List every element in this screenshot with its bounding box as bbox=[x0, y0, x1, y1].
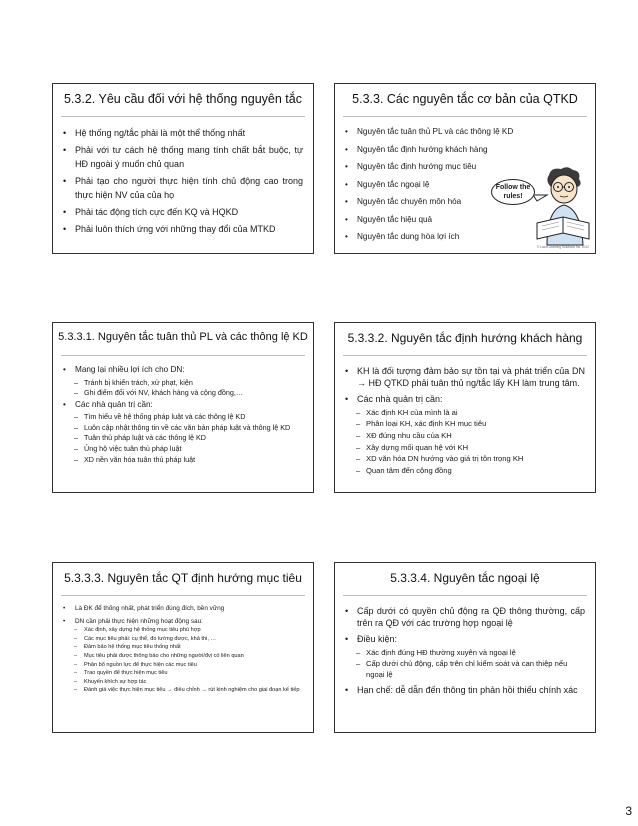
sub-bullet: – Xác định đúng HĐ thường xuyên và ngoại lệ bbox=[345, 648, 585, 659]
title-divider bbox=[343, 595, 587, 596]
bullet: • Nguyên tắc chuyên môn hóa bbox=[345, 197, 585, 208]
bullet: • Phải với tư cách hệ thống mang tính chất bắt buộc, tự HĐ ngoài ý muốn chủ quan bbox=[63, 143, 303, 171]
bullet: • DN cần phải thực hiện những hoạt động sau: bbox=[63, 618, 303, 627]
bullet: • Cấp dưới có quyền chủ động ra QĐ thông thường, cấp trên ra QĐ với các trường hợp ngoại lệ bbox=[345, 605, 585, 630]
sub-bullet: – XD văn hóa DN hướng vào giá trị tôn trọng KH bbox=[345, 454, 585, 465]
title-divider bbox=[343, 116, 587, 117]
sub-bullet: – Tìm hiểu về hệ thống pháp luật và các thông lệ KD bbox=[63, 412, 303, 422]
slide-body bbox=[345, 365, 585, 477]
bullet: • Nguyên tắc dung hòa lợi ích bbox=[345, 232, 585, 243]
slide-body bbox=[63, 365, 303, 465]
sub-bullet: – Xây dựng mối quan hệ với KH bbox=[345, 443, 585, 454]
slide-title: 5.3.3. Các nguyên tắc cơ bản của QTKD bbox=[352, 92, 578, 106]
sub-bullet: – Đảm bảo hệ thống mục tiêu thống nhất bbox=[63, 644, 303, 652]
sub-bullet: – Ủng hộ việc tuân thủ pháp luật bbox=[63, 444, 303, 454]
slide-title: 5.3.3.4. Nguyên tắc ngoại lệ bbox=[390, 571, 540, 585]
reader-cartoon-icon bbox=[471, 165, 591, 249]
speech-bubble: Follow the rules! bbox=[491, 179, 535, 205]
title-divider bbox=[343, 355, 587, 356]
slide-legal-compliance bbox=[52, 322, 314, 493]
sub-bullet: – Các mục tiêu phải: cụ thể, đo lường được, khả thi, … bbox=[63, 636, 303, 644]
bullet: • Các nhà quản trị cần: bbox=[345, 393, 585, 405]
bullet: • Hệ thống ng/tắc phải là một thể thống nhất bbox=[63, 126, 303, 140]
bullet: • Hạn chế: dễ dẫn đến thông tin phản hồi thiếu chính xác bbox=[345, 684, 585, 696]
bullet: • Là ĐK để thống nhất, phát triển đúng đích, bền vững bbox=[63, 605, 303, 614]
sub-bullet: – Xác định, xây dựng hệ thống mục tiêu phù hợp bbox=[63, 627, 303, 635]
page-number: 3 bbox=[625, 804, 632, 818]
slide-customer-orientation bbox=[334, 322, 596, 493]
slide-title: 5.3.2. Yêu cầu đối với hệ thống nguyên tắc bbox=[63, 92, 302, 106]
sub-bullet: – Phân loại KH, xác định KH mục tiêu bbox=[345, 419, 585, 430]
bullet: • Phải tạo cho người thực hiện tính chủ động cao trong thực hiện NV của của họ bbox=[63, 174, 303, 202]
slide-requirements bbox=[52, 83, 314, 254]
title-divider bbox=[61, 116, 305, 117]
slide-exception-principle bbox=[334, 562, 596, 733]
sub-bullet: – Luôn cập nhật thông tin về các văn bản pháp luật và thông lệ KD bbox=[63, 423, 303, 433]
bullet: • Phải luôn thích ứng với những thay đổi của MTKD bbox=[63, 222, 303, 236]
bullet: • Nguyên tắc tuân thủ PL và các thông lệ KD bbox=[345, 127, 585, 138]
follow-rules-sticker bbox=[471, 165, 591, 249]
bullet: • Nguyên tắc định hướng khách hàng bbox=[345, 145, 585, 156]
sub-bullet: – XĐ đúng nhu cầu của KH bbox=[345, 431, 585, 442]
sub-bullet: – Tuân thủ pháp luật và các thông lệ KD bbox=[63, 433, 303, 443]
bullet: • Các nhà quản trị cần: bbox=[63, 400, 303, 411]
sub-bullet: – Ghi điểm đối với NV, khách hàng và cộng đồng,… bbox=[63, 388, 303, 398]
sub-bullet: – XD nền văn hóa tuân thủ pháp luật bbox=[63, 455, 303, 465]
bullet: • Nguyên tắc ngoại lệ bbox=[345, 180, 585, 191]
bullet: • Mang lại nhiều lợi ích cho DN: bbox=[63, 365, 303, 376]
title-divider bbox=[61, 355, 305, 356]
sub-bullet: – Khuyến khích sự hợp tác bbox=[63, 679, 303, 687]
sub-bullet: – Tránh bị khiển trách, xử phạt, kiện bbox=[63, 378, 303, 388]
sub-bullet: – Trao quyền để thực hiện mục tiêu bbox=[63, 670, 303, 678]
bullet: • KH là đối tượng đảm bảo sự tồn tại và phát triển của DN → HĐ QTKD phải tuân thủ ng/tắc lấy KH làm trung tâm. bbox=[345, 365, 585, 390]
bullet: • Phải tác động tích cực đến KQ và HQKD bbox=[63, 205, 303, 219]
sub-bullet: – Quan tâm đến cộng đồng bbox=[345, 466, 585, 477]
bullet: • Nguyên tắc hiệu quả bbox=[345, 215, 585, 226]
slide-title: 5.3.3.3. Nguyên tắc QT định hướng mục tiêu bbox=[64, 571, 302, 585]
slide-body bbox=[345, 605, 585, 699]
sub-bullet: – Mục tiêu phải được thông báo cho những người/đvị có liên quan bbox=[63, 653, 303, 661]
sub-bullet: – Đánh giá việc thực hiện mục tiêu → điều chỉnh → rút kinh nghiệm cho giai đoạn kế tiếp bbox=[63, 687, 303, 695]
bullet: • Điều kiện: bbox=[345, 633, 585, 645]
slide-body bbox=[63, 605, 303, 696]
slide-goal-orientation bbox=[52, 562, 314, 733]
sub-bullet: – Xác định KH của mình là ai bbox=[345, 408, 585, 419]
slide-title: 5.3.3.1. Nguyên tắc tuân thủ PL và các thông lệ KD bbox=[58, 331, 308, 343]
sub-bullet: – Phân bổ nguồn lực để thực hiện các mục tiêu bbox=[63, 662, 303, 670]
bullet: • Nguyên tắc định hướng mục tiêu bbox=[345, 162, 585, 173]
slide-body bbox=[63, 126, 303, 239]
title-divider bbox=[61, 595, 305, 596]
slide-title: 5.3.3.2. Nguyên tắc định hướng khách hàng bbox=[347, 331, 583, 345]
sub-bullet: – Cấp dưới chủ động, cấp trên chỉ kiểm soát và can thiệp nếu ngoại lệ bbox=[345, 659, 585, 680]
slide-basic-principles bbox=[334, 83, 596, 254]
copyright-note: © Lucid Learning Solutions Inc. 2012 bbox=[536, 245, 589, 249]
